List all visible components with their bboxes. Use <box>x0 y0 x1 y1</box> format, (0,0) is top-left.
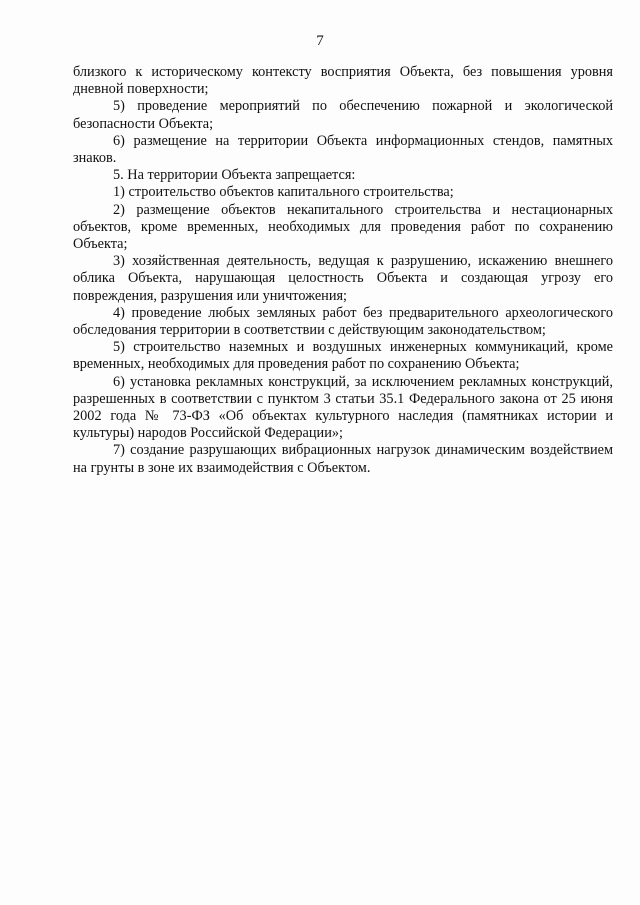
list-item: 3) хозяйственная деятельность, ведущая к разрушению, искажению внешнего облика Объекта, нарушающая целостность Объекта и создающая угрозу его повреждения, разрушения или уничтожения; <box>73 253 613 304</box>
list-item: 6) установка рекламных конструкций, за исключением рекламных конструкций, разрешенных в соответствии с пунктом 3 статьи 35.1 Федерального закона от 25 июня 2002 года № 73-ФЗ «Об объектах культурного наследия (памятниках истории и культуры) народов Российской Федерации»; <box>73 373 613 442</box>
list-item: 4) проведение любых земляных работ без предварительного археологического обследования территории в соответствии с действующим законодательством; <box>73 304 613 339</box>
list-item: 1) строительство объектов капитального строительства; <box>113 184 454 201</box>
list-item: 7) создание разрушающих вибрационных нагрузок динамическим воздействием на грунты в зоне их взаимодействия с Объектом. <box>73 442 613 476</box>
paragraph: 5) проведение мероприятий по обеспечению пожарной и экологической безопасности Объекта; <box>73 98 613 132</box>
section-heading: 5. На территории Объекта запрещается: <box>113 167 356 184</box>
page-number: 7 <box>316 33 324 49</box>
paragraph: 6) размещение на территории Объекта информационных стендов, памятных знаков. <box>73 132 613 167</box>
list-item: 5) строительство наземных и воздушных инженерных коммуникаций, кроме временных, необходимых для проведения работ по сохранению Объекта; <box>73 339 613 373</box>
list-item: 2) размещение объектов некапитального строительства и нестационарных объектов, кроме временных, необходимых для проведения работ по сохранению Объекта; <box>73 201 613 253</box>
paragraph: близкого к историческому контексту восприятия Объекта, без повышения уровня дневной поверхности; <box>73 64 613 98</box>
document-body <box>73 64 613 477</box>
